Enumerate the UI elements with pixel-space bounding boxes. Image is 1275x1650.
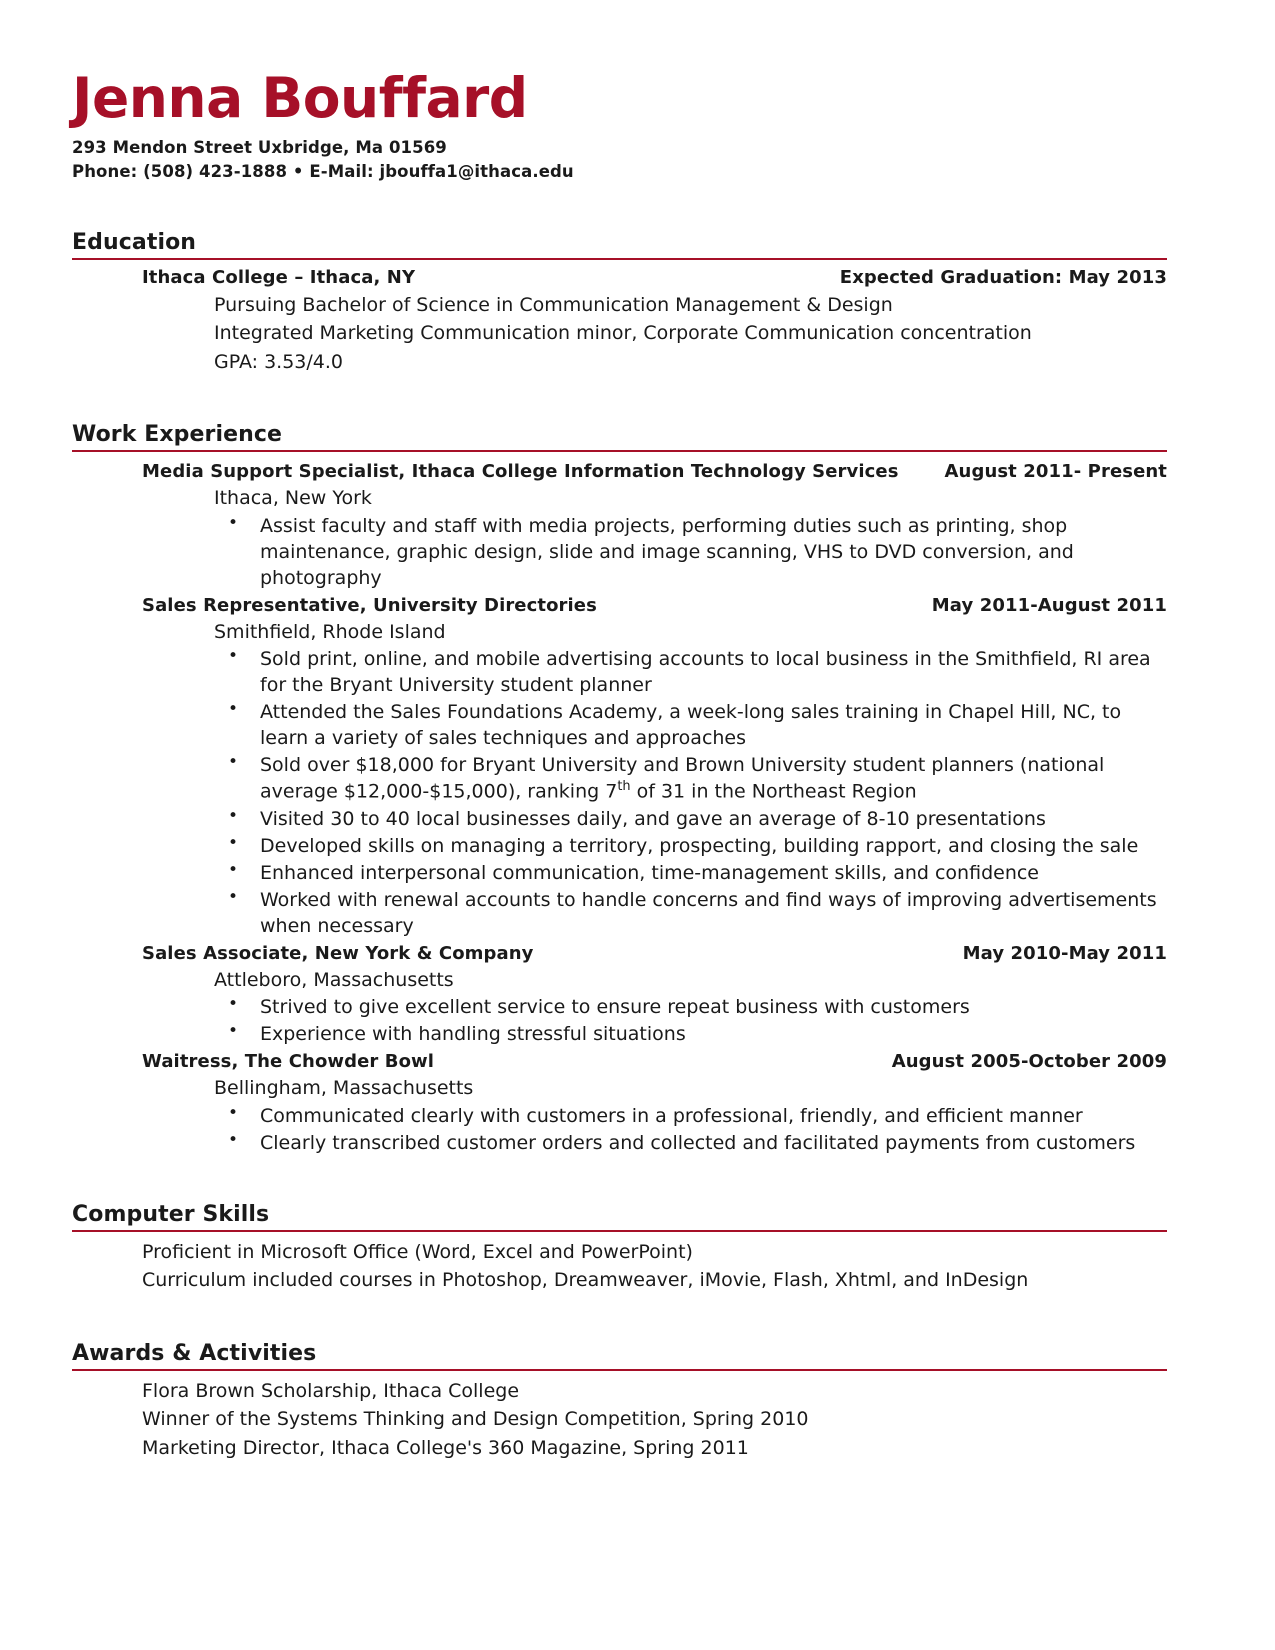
section-title-awards-activities: Awards & Activities [72, 1340, 317, 1366]
section-work-experience [72, 422, 1167, 1156]
award-line: Marketing Director, Ithaca College's 360 Magazine, Spring 2011 [142, 1436, 749, 1459]
section-computer-skills [72, 1202, 1167, 1295]
job-entry [72, 940, 1167, 1048]
award-line: Flora Brown Scholarship, Ithaca College [142, 1379, 520, 1402]
job-location: Ithaca, New York [214, 487, 372, 510]
awards-list [72, 1377, 1167, 1463]
job-title: Sales Associate, New York & Company [142, 942, 534, 964]
job-bullet: • Developed skills on managing a territory, prospecting, building rapport, and closing the sale [260, 833, 1167, 859]
candidate-contact: Phone: (508) 423-1888 • E-Mail: jbouffa1@ithaca.edu [72, 161, 574, 181]
award-line: Winner of the Systems Thinking and Design Competition, Spring 2010 [142, 1408, 809, 1431]
job-bullet: • Clearly transcribed customer orders and collected and facilitated payments from customers [260, 1130, 1167, 1156]
skill-line: Curriculum included courses in Photoshop, Dreamweaver, iMovie, Flash, Xhtml, and InDesign [142, 1269, 1029, 1292]
job-entry-head [142, 592, 1167, 619]
job-title: Sales Representative, University Directories [142, 594, 597, 616]
job-title: Waitress, The Chowder Bowl [142, 1051, 435, 1073]
section-divider [72, 450, 1167, 452]
job-bullet: • Assist faculty and staff with media projects, performing duties such as printing, shop maintenance, graphic design, slide and image scanning, VHS to DVD conversion, and photography [260, 513, 1167, 591]
job-title: Media Support Specialist, Ithaca College Information Technology Services [142, 461, 899, 483]
job-location: Bellingham, Massachusetts [214, 1077, 474, 1100]
section-title-work-experience: Work Experience [72, 422, 283, 448]
resume-header [72, 66, 1167, 184]
section-divider [72, 258, 1167, 260]
education-entry [72, 264, 1167, 377]
job-bullet: • Visited 30 to 40 local businesses daily, and gave an average of 8-10 presentations [260, 806, 1167, 832]
section-education [72, 230, 1167, 377]
section-divider [72, 1369, 1167, 1371]
resume-content [72, 66, 1167, 1462]
job-bullet-list [142, 646, 1167, 939]
job-date: August 2011- Present [944, 461, 1167, 483]
job-entry-head [142, 458, 1167, 485]
section-title-education: Education [72, 229, 197, 255]
job-bullet: • Attended the Sales Foundations Academy, a week-long sales training in Chapel Hill, NC, to learn a variety of sales techniques and approaches [260, 699, 1167, 751]
job-date: May 2011-August 2011 [931, 594, 1167, 616]
job-entry [72, 592, 1167, 939]
job-bullet: • Experience with handling stressful situations [260, 1021, 1167, 1047]
education-entry-head [142, 264, 1167, 291]
job-date: May 2010-May 2011 [962, 942, 1167, 964]
section-title-computer-skills: Computer Skills [72, 1201, 270, 1227]
job-bullet: • Enhanced interpersonal communication, time-management skills, and confidence [260, 860, 1167, 886]
job-bullet: • Sold over $18,000 for Bryant University and Brown University student planners (national average $12,000-$15,000), ranking 7th of 31 in the Northeast Region [260, 752, 1167, 804]
job-entry [72, 1048, 1167, 1156]
education-school: Ithaca College – Ithaca, NY [142, 266, 416, 288]
job-entry-head [142, 940, 1167, 967]
job-location: Smithfield, Rhode Island [214, 620, 446, 643]
job-bullet-list [142, 994, 1167, 1047]
section-divider [72, 1230, 1167, 1232]
job-entry [72, 458, 1167, 591]
job-date: August 2005-October 2009 [891, 1051, 1167, 1073]
job-entry-head [142, 1048, 1167, 1075]
job-bullet: • Communicated clearly with customers in a professional, friendly, and efficient manner [260, 1103, 1167, 1129]
education-detail-line: Integrated Marketing Communication minor, Corporate Communication concentration [214, 322, 1032, 345]
job-location: Attleboro, Massachusetts [214, 968, 454, 991]
job-bullet: • Strived to give excellent service to ensure repeat business with customers [260, 994, 1167, 1020]
education-detail-line: Pursuing Bachelor of Science in Communication Management & Design [214, 293, 893, 316]
job-bullet: • Sold print, online, and mobile advertising accounts to local business in the Smithfield, RI area for the Bryant University student planner [260, 646, 1167, 698]
candidate-name: Jenna Bouffard [72, 66, 528, 130]
education-date: Expected Graduation: May 2013 [839, 266, 1167, 288]
computer-skills-list [72, 1238, 1167, 1295]
job-bullet: • Worked with renewal accounts to handle concerns and find ways of improving advertisements when necessary [260, 887, 1167, 939]
skill-line: Proficient in Microsoft Office (Word, Excel and PowerPoint) [142, 1240, 693, 1263]
job-bullet-list [142, 1103, 1167, 1156]
job-bullet-list [142, 513, 1167, 591]
section-awards-activities [72, 1341, 1167, 1463]
candidate-address: 293 Mendon Street Uxbridge, Ma 01569 [72, 137, 447, 157]
education-detail-line: GPA: 3.53/4.0 [214, 350, 343, 373]
